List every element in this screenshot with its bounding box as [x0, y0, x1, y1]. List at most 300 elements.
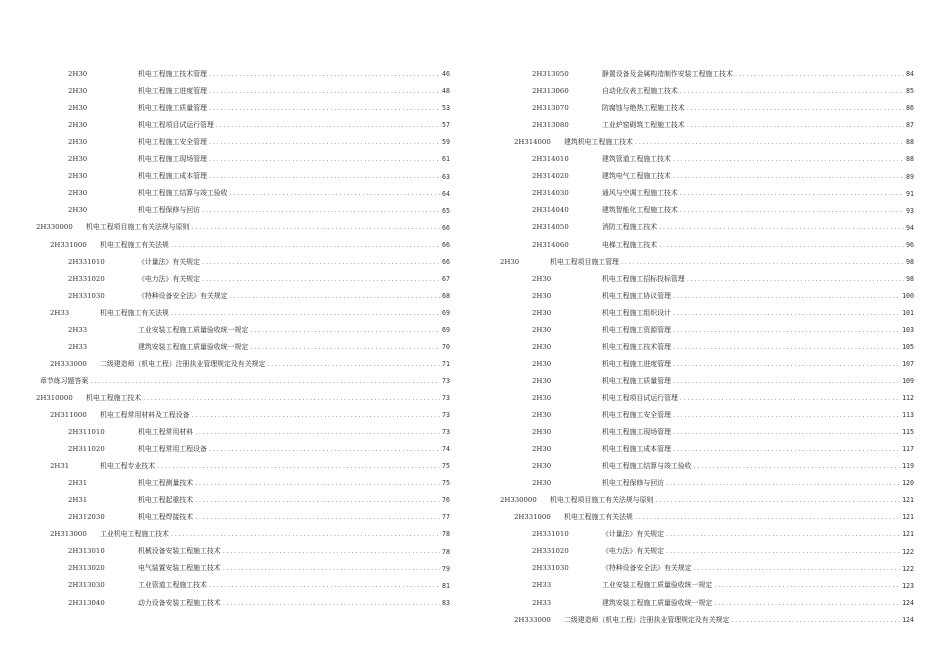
toc-entry-code: 2H313050 — [532, 70, 569, 79]
toc-entry-code: 2H331030 — [532, 564, 569, 573]
toc-entry-code: 2H30 — [532, 325, 552, 334]
toc-entry[interactable] — [500, 151, 914, 168]
toc-entry-code: 2H313060 — [532, 87, 569, 96]
toc-entry-title: 机电工程项目试运行管理 — [602, 393, 678, 402]
dot-leader — [195, 514, 440, 521]
toc-entry-page-number: 107 — [902, 360, 914, 369]
toc-entry-page-number: 109 — [902, 377, 914, 386]
toc-column-left — [36, 66, 450, 612]
toc-entry-page-number: 84 — [906, 70, 914, 79]
dot-leader — [202, 276, 440, 283]
toc-entry-title: 《计量法》有关规定 — [138, 257, 201, 266]
toc-entry-page-number: 81 — [442, 581, 450, 590]
toc-entry-code: 2H30 — [68, 70, 88, 79]
dot-leader — [192, 412, 440, 419]
toc-entry-code: 2H314000 — [514, 138, 551, 147]
toc-entry-code: 2H30 — [532, 308, 552, 317]
toc-entry-title: 动力设备安装工程施工技术 — [138, 598, 221, 607]
toc-entry-page-number: 100 — [902, 291, 914, 300]
toc-entry-title: 静置设备及金属构造制作安装工程施工技术 — [602, 70, 733, 79]
toc-entry-title: 二级建造师（机电工程）注册执业管理规定及有关规定 — [100, 359, 266, 368]
toc-entry-page-number: 70 — [442, 342, 450, 351]
toc-entry-page-number: 77 — [442, 513, 450, 522]
toc-entry-page-number: 121 — [902, 530, 914, 539]
toc-entry-code: 2H313040 — [68, 598, 105, 607]
toc-entry[interactable] — [36, 441, 450, 458]
toc-entry-code: 2H331010 — [68, 257, 105, 266]
toc-entry[interactable] — [500, 117, 914, 134]
toc-entry-title: 通风与空调工程施工技术 — [602, 189, 678, 198]
toc-entry-code: 2H30 — [68, 104, 88, 113]
toc-entry-code: 2H310000 — [36, 393, 73, 402]
toc-entry[interactable] — [36, 543, 450, 560]
toc-entry-title: 机电工程常用材料 — [138, 428, 194, 437]
toc-entry[interactable] — [500, 526, 914, 543]
toc-entry-code: 2H331020 — [68, 274, 105, 283]
toc-entry-code: 2H33 — [68, 325, 88, 334]
toc-entry[interactable] — [36, 339, 450, 356]
toc-entry[interactable] — [36, 254, 450, 271]
toc-entry-title: 工业炉窑砌筑工程施工技术 — [602, 121, 685, 130]
toc-entry[interactable] — [36, 151, 450, 168]
toc-entry-title: 机电工程施工有关法规 — [100, 240, 169, 249]
dot-leader — [195, 480, 440, 487]
dot-leader — [202, 207, 440, 214]
toc-entry[interactable] — [36, 424, 450, 441]
toc-entry[interactable] — [500, 373, 914, 390]
toc-entry-page-number: 48 — [442, 87, 450, 96]
toc-entry[interactable] — [36, 458, 450, 475]
dot-leader — [680, 190, 904, 197]
dot-leader — [171, 242, 440, 249]
toc-entry[interactable] — [500, 594, 914, 611]
toc-entry-page-number: 115 — [902, 428, 914, 437]
toc-entry-code: 2H30 — [532, 428, 552, 437]
toc-entry[interactable] — [36, 117, 450, 134]
toc-entry[interactable] — [500, 509, 914, 526]
toc-entry-title: 机电工程测量技术 — [138, 479, 194, 488]
toc-entry-page-number: 74 — [442, 445, 450, 454]
toc-entry-title: 建筑安装工程施工质量验收统一规定 — [602, 598, 713, 607]
toc-entry-page-number: 46 — [442, 70, 450, 79]
toc-entry[interactable] — [500, 492, 914, 509]
toc-entry-title: 工业安装工程施工质量验收统一规定 — [602, 581, 713, 590]
toc-entry-page-number: 87 — [906, 121, 914, 130]
toc-entry-title: 机电工程施工技术 — [86, 393, 142, 402]
toc-entry-page-number: 73 — [442, 394, 450, 403]
dot-leader — [209, 139, 440, 146]
dot-leader — [223, 600, 440, 607]
dot-leader — [621, 259, 904, 266]
toc-entry-title: 机械设备安装工程施工技术 — [138, 547, 221, 556]
toc-entry-title: 工业安装工程施工质量验收统一规定 — [138, 325, 249, 334]
toc-entry-page-number: 61 — [442, 155, 450, 164]
toc-entry[interactable] — [36, 100, 450, 117]
toc-entry-title: 机电工程焊接技术 — [138, 513, 194, 522]
toc-entry-code: 2H33 — [532, 581, 552, 590]
dot-leader — [209, 71, 440, 78]
dot-leader — [250, 327, 440, 334]
dot-leader — [714, 600, 900, 607]
dot-leader — [250, 344, 440, 351]
toc-entry-page-number: 88 — [906, 155, 914, 164]
toc-entry[interactable] — [36, 168, 450, 185]
toc-entry-page-number: 78 — [442, 530, 450, 539]
toc-entry-page-number: 89 — [906, 172, 914, 181]
toc-entry-title: 机电工程施工成本管理 — [602, 445, 671, 454]
toc-entry-code: 2H313030 — [68, 581, 105, 590]
toc-entry-title: 机电工程项目施工有关法规与原则 — [86, 223, 190, 232]
toc-entry[interactable] — [500, 185, 914, 202]
dot-leader — [673, 344, 900, 351]
toc-entry-title: 二级建造师（机电工程）注册执业管理规定及有关规定 — [564, 615, 730, 624]
toc-entry[interactable] — [500, 202, 914, 219]
dot-leader — [195, 429, 440, 436]
toc-entry-code: 2H330000 — [36, 223, 73, 232]
toc-entry[interactable] — [36, 305, 450, 322]
dot-leader — [735, 71, 904, 78]
toc-entry-code: 2H331000 — [514, 513, 551, 522]
toc-column-right — [500, 66, 914, 629]
toc-entry[interactable] — [500, 407, 914, 424]
toc-entry-code: 2H30 — [68, 121, 88, 130]
toc-entry-title: 机电工程施工招标投标管理 — [602, 274, 685, 283]
toc-entry[interactable] — [36, 509, 450, 526]
toc-entry-title: 机电工程起重技术 — [138, 496, 194, 505]
toc-entry-title: 机电工程施工质量管理 — [138, 104, 207, 113]
toc-entry-page-number: 113 — [902, 411, 914, 420]
toc-entry-title: 机电工程常用材料及工程设备 — [100, 411, 190, 419]
toc-entry-page-number: 83 — [442, 598, 450, 607]
toc-entry-page-number: 98 — [906, 274, 914, 283]
toc-entry[interactable] — [36, 560, 450, 577]
toc-entry[interactable] — [500, 543, 914, 560]
toc-entry[interactable] — [500, 560, 914, 577]
toc-entry[interactable] — [500, 390, 914, 407]
toc-entry-code: 2H30 — [532, 359, 552, 368]
toc-entry[interactable] — [36, 134, 450, 151]
toc-entry-title: 机电工程保修与回访 — [602, 479, 665, 488]
toc-entry-page-number: 96 — [906, 240, 914, 249]
toc-entry-page-number: 122 — [902, 564, 914, 573]
dot-leader — [209, 173, 440, 180]
toc-entry-title: 机电工程专业技术 — [100, 462, 156, 471]
dot-leader — [673, 412, 900, 419]
toc-entry-code: 2H30 — [68, 138, 88, 147]
toc-entry-code: 2H314020 — [532, 172, 569, 181]
toc-entry-title: 机电工程施工有关法规 — [100, 308, 169, 317]
toc-entry-title: 建筑机电工程施工技术 — [564, 138, 633, 147]
toc-entry[interactable] — [500, 254, 914, 271]
toc-entry-page-number: 85 — [906, 87, 914, 96]
toc-entry[interactable] — [500, 458, 914, 475]
toc-entry-page-number: 73 — [442, 428, 450, 437]
toc-entry[interactable] — [36, 475, 450, 492]
toc-entry-title: 机电工程施工组织设计 — [602, 308, 671, 317]
toc-entry-code: 2H333000 — [50, 359, 87, 368]
toc-entry-code: 2H30 — [68, 189, 88, 198]
toc-entry[interactable] — [500, 322, 914, 339]
toc-entry-code: 2H311000 — [50, 411, 87, 419]
toc-entry-page-number: 59 — [442, 138, 450, 147]
dot-leader — [209, 156, 440, 163]
toc-entry[interactable] — [500, 219, 914, 236]
dot-leader — [673, 429, 900, 436]
dot-leader — [209, 582, 440, 589]
toc-entry[interactable] — [500, 288, 914, 305]
dot-leader — [673, 378, 900, 385]
toc-entry[interactable] — [36, 492, 450, 509]
dot-leader — [673, 446, 900, 453]
toc-entry[interactable] — [500, 83, 914, 100]
toc-entry-code: 2H313010 — [68, 547, 105, 556]
toc-entry-code: 2H30 — [68, 87, 88, 96]
dot-leader — [666, 548, 900, 555]
toc-entry-code: 2H30 — [532, 445, 552, 454]
toc-entry-title: 机电工程项目试运行管理 — [138, 121, 214, 130]
toc-entry-code: 2H31 — [68, 496, 88, 505]
toc-entry[interactable] — [500, 612, 914, 629]
toc-entry-title: 机电工程施工现场管理 — [602, 428, 671, 437]
dot-leader — [694, 463, 901, 470]
dot-leader — [209, 88, 440, 95]
toc-entry-page-number: 73 — [442, 377, 450, 386]
toc-entry-code: 2H313000 — [50, 530, 87, 539]
dot-leader — [673, 156, 904, 163]
toc-entry[interactable] — [500, 424, 914, 441]
toc-entry-title: 机电工程项目施工管理 — [550, 257, 619, 266]
dot-leader — [659, 242, 904, 249]
toc-entry-title: 建筑电气工程施工技术 — [602, 172, 671, 181]
toc-entry-code: 2H30 — [532, 393, 552, 402]
dot-leader — [687, 276, 904, 283]
toc-entry-page-number: 65 — [442, 206, 450, 215]
toc-entry-page-number: 66 — [442, 257, 450, 266]
toc-entry[interactable] — [36, 594, 450, 611]
toc-entry-title: 机电工程施工进度管理 — [138, 87, 207, 96]
dot-leader — [680, 88, 904, 95]
toc-entry[interactable] — [500, 271, 914, 288]
toc-entry-page-number: 112 — [902, 394, 914, 403]
toc-entry-title: 防腐蚀与绝热工程施工技术 — [602, 104, 685, 113]
toc-entry-page-number: 98 — [906, 257, 914, 266]
toc-entry-code: 2H30 — [68, 206, 88, 215]
toc-entry-page-number: 117 — [902, 445, 914, 454]
toc-entry-title: 机电工程常用工程设备 — [138, 445, 207, 454]
toc-entry-page-number: 69 — [442, 308, 450, 317]
dot-leader — [694, 565, 901, 572]
toc-entry-title: 电气装置安装工程施工技术 — [138, 564, 221, 573]
toc-entry[interactable] — [36, 407, 450, 424]
toc-entry-title: 《特种设备安全法》有关规定 — [602, 564, 692, 573]
toc-entry-title: 建筑安装工程施工质量验收统一规定 — [138, 342, 249, 351]
dot-leader — [714, 582, 900, 589]
dot-leader — [223, 565, 440, 572]
dot-leader — [673, 361, 900, 368]
toc-entry[interactable] — [36, 271, 450, 288]
toc-entry-page-number: 66 — [442, 223, 450, 232]
dot-leader — [157, 463, 440, 470]
toc-entry-code: 2H31 — [50, 462, 70, 471]
toc-entry-title: 机电工程施工有关法规 — [564, 513, 633, 522]
toc-entry-title: 自动化仪表工程施工技术 — [602, 87, 678, 96]
toc-entry-page-number: 73 — [442, 411, 450, 420]
dot-leader — [666, 480, 900, 487]
toc-entry-page-number: 91 — [906, 189, 914, 198]
toc-entry-code: 2H331020 — [532, 547, 569, 556]
toc-entry-code: 2H312030 — [68, 513, 105, 522]
toc-entry[interactable] — [36, 356, 450, 373]
toc-entry[interactable] — [500, 100, 914, 117]
toc-entry-code: 2H30 — [532, 479, 552, 488]
toc-entry[interactable] — [500, 134, 914, 151]
dot-leader — [635, 139, 904, 146]
toc-entry-page-number: 78 — [442, 547, 450, 556]
toc-entry-page-number: 75 — [442, 479, 450, 488]
toc-entry[interactable] — [500, 305, 914, 322]
toc-entry[interactable] — [500, 66, 914, 83]
toc-entry[interactable] — [36, 83, 450, 100]
toc-entry-title: 机电工程施工协议管理 — [602, 291, 671, 300]
toc-entry[interactable] — [36, 390, 450, 407]
toc-entry[interactable] — [36, 185, 450, 202]
toc-entry-page-number: 121 — [902, 496, 914, 505]
toc-entry-code: 2H30 — [532, 411, 552, 419]
dot-leader — [209, 446, 440, 453]
toc-entry[interactable] — [500, 168, 914, 185]
toc-entry-code: 2H314060 — [532, 240, 569, 249]
dot-leader — [687, 122, 904, 129]
toc-entry[interactable] — [500, 577, 914, 594]
toc-entry[interactable] — [500, 475, 914, 492]
toc-entry-page-number: 76 — [442, 496, 450, 505]
toc-entry-page-number: 105 — [902, 342, 914, 351]
toc-entry-code: 2H30 — [532, 291, 552, 300]
toc-entry-page-number: 68 — [442, 291, 450, 300]
dot-leader — [230, 190, 440, 197]
toc-entry-page-number: 124 — [902, 598, 914, 607]
toc-entry-title: 机电工程施工技术管理 — [602, 342, 671, 351]
toc-entry-title: 机电工程施工资源管理 — [602, 325, 671, 334]
dot-leader — [143, 395, 440, 402]
dot-leader — [731, 617, 900, 624]
toc-entry-title: 机电工程施工成本管理 — [138, 172, 207, 181]
toc-entry[interactable] — [36, 526, 450, 543]
toc-entry-page-number: 94 — [906, 223, 914, 232]
toc-entry-page-number: 64 — [442, 189, 450, 198]
toc-entry-page-number: 124 — [902, 615, 914, 624]
toc-entry-code: 2H331030 — [68, 291, 105, 300]
toc-entry[interactable] — [500, 339, 914, 356]
toc-entry-code: 2H30 — [68, 155, 88, 164]
toc-entry[interactable] — [36, 236, 450, 253]
dot-leader — [195, 497, 440, 504]
toc-entry-title: 章节练习题答案 — [40, 376, 89, 385]
toc-entry-code: 2H311020 — [68, 445, 105, 454]
toc-entry-code: 2H30 — [68, 172, 88, 181]
dot-leader — [171, 531, 440, 538]
toc-entry-title: 机电工程施工进度管理 — [602, 359, 671, 368]
toc-entry-page-number: 119 — [902, 462, 914, 471]
toc-entry[interactable] — [36, 288, 450, 305]
toc-entry-code: 2H33 — [532, 598, 552, 607]
dot-leader — [635, 514, 900, 521]
toc-entry-title: 机电工程项目施工有关法规与原则 — [550, 496, 654, 505]
dot-leader — [191, 224, 440, 231]
toc-entry[interactable] — [500, 236, 914, 253]
toc-entry-code: 2H313080 — [532, 121, 569, 130]
dot-leader — [680, 395, 900, 402]
toc-entry[interactable] — [36, 577, 450, 594]
dot-leader — [673, 310, 900, 317]
toc-entry-page-number: 123 — [902, 581, 914, 590]
toc-entry-page-number: 121 — [902, 513, 914, 522]
toc-entry-page-number: 66 — [442, 240, 450, 249]
toc-entry-title: 建筑智能化工程施工技术 — [602, 206, 678, 215]
dot-leader — [209, 105, 440, 112]
toc-entry-page-number: 79 — [442, 564, 450, 573]
toc-entry-title: 《特种设备安全法》有关规定 — [138, 291, 228, 300]
toc-entry-title: 工业管道工程施工技术 — [138, 581, 207, 590]
toc-entry-title: 消防工程施工技术 — [602, 223, 658, 232]
toc-entry[interactable] — [36, 373, 450, 390]
toc-entry-code: 2H313020 — [68, 564, 105, 573]
toc-entry-title: 机电工程保修与回访 — [138, 206, 201, 215]
dot-leader — [673, 293, 900, 300]
dot-leader — [202, 259, 440, 266]
toc-entry[interactable] — [36, 219, 450, 236]
dot-leader — [267, 361, 440, 368]
toc-entry[interactable] — [500, 441, 914, 458]
toc-entry-title: 工业机电工程施工技术 — [100, 530, 169, 539]
dot-leader — [223, 548, 440, 555]
toc-entry[interactable] — [500, 356, 914, 373]
toc-entry-title: 机电工程施工结算与竣工验收 — [602, 462, 692, 471]
toc-entry[interactable] — [36, 322, 450, 339]
toc-entry-code: 2H314030 — [532, 189, 569, 198]
toc-entry-title: 《电力法》有关规定 — [138, 274, 201, 283]
toc-entry-code: 2H30 — [500, 257, 520, 266]
toc-entry-title: 建筑管道工程施工技术 — [602, 155, 671, 164]
toc-entry-title: 机电工程施工安全管理 — [138, 138, 207, 147]
toc-entry-page-number: 67 — [442, 274, 450, 283]
toc-entry-page-number: 93 — [906, 206, 914, 215]
dot-leader — [687, 105, 904, 112]
toc-entry-code: 2H30 — [532, 462, 552, 471]
toc-entry-code: 2H333000 — [514, 615, 551, 624]
toc-entry-code: 2H314010 — [532, 155, 569, 164]
toc-entry-page-number: 75 — [442, 462, 450, 471]
toc-entry-title: 《电力法》有关规定 — [602, 547, 665, 556]
dot-leader — [230, 293, 440, 300]
dot-leader — [659, 224, 904, 231]
toc-entry-code: 2H30 — [532, 274, 552, 283]
dot-leader — [655, 497, 900, 504]
toc-entry-code: 2H30 — [532, 376, 552, 385]
toc-entry-title: 机电工程施工现场管理 — [138, 155, 207, 164]
toc-entry-page-number: 63 — [442, 172, 450, 181]
toc-entry[interactable] — [36, 202, 450, 219]
dot-leader — [666, 531, 900, 538]
toc-entry-page-number: 120 — [902, 479, 914, 488]
toc-entry-page-number: 57 — [442, 121, 450, 130]
toc-entry-page-number: 71 — [442, 360, 450, 369]
dot-leader — [673, 327, 900, 334]
toc-entry[interactable] — [36, 66, 450, 83]
toc-entry-page-number: 53 — [442, 104, 450, 113]
dot-leader — [680, 207, 904, 214]
toc-entry-page-number: 88 — [906, 138, 914, 147]
